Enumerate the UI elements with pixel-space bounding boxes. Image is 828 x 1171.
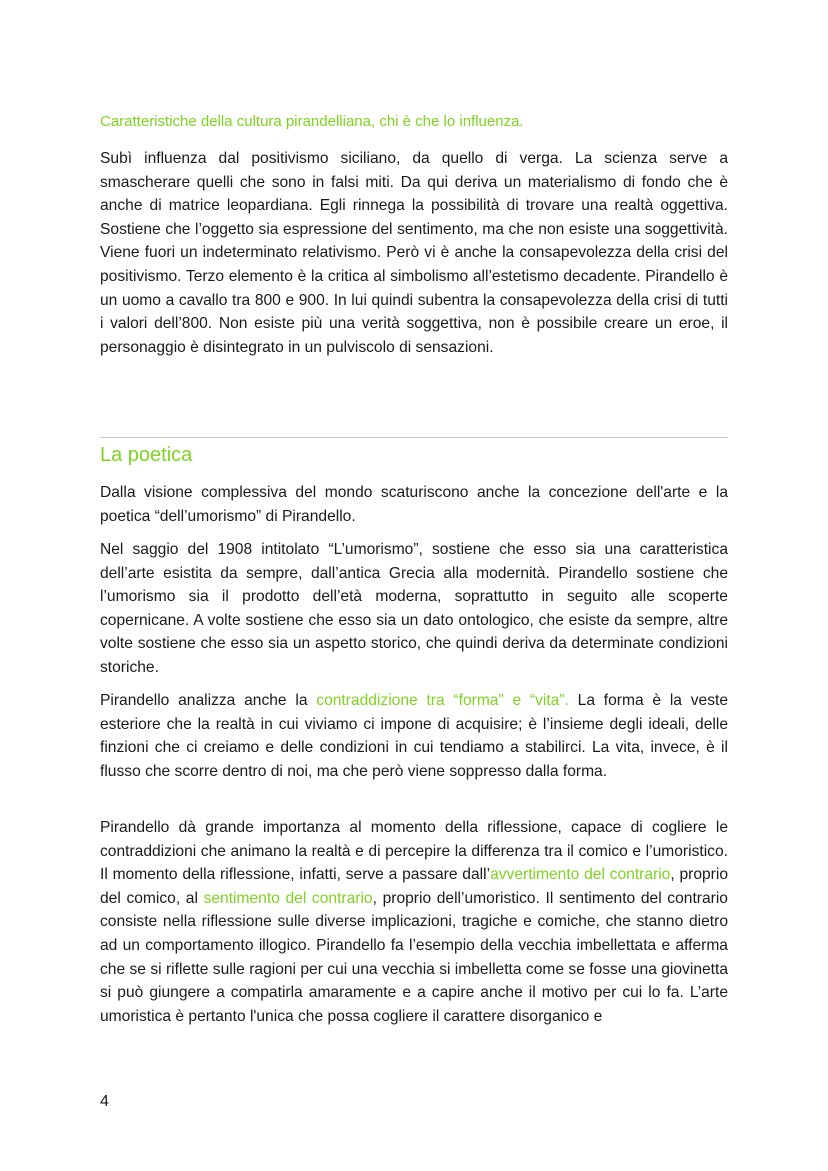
paragraph-form-life-before: Pirandello analizza anche la: [100, 692, 317, 709]
paragraph-reflection-part1: Pirandello dà grande importanza al momento della riflessione, capace di cogliere le contraddizioni che animano la realtà e di percepire la differenza tra il comico e l’umoristico. Il momento della riflessione, infatti, serve a passare dall’: [100, 819, 728, 884]
paragraph-reflection-part2: , proprio del comico, al: [100, 866, 729, 907]
section-title: La poetica: [100, 444, 193, 466]
page-number: 4: [100, 1093, 109, 1110]
paragraph-form-life-after: La forma è la veste esteriore che la realtà in cui viviamo ci impone di acquisire; è l’insieme degli ideali, delle finzioni che ci creiamo e delle condizioni in cui tendiamo a stabilirci. La vita, invece, è il flusso che scorre dentro di noi, ma che però viene soppresso dalla forma.: [100, 692, 728, 780]
paragraph-vision: Dalla visione complessiva del mondo scaturiscono anche la concezione dell'arte e la poetica “dell’umorismo” di Pirandello.: [100, 484, 728, 525]
highlight-sentimento: sentimento del contrario: [203, 889, 373, 907]
paragraph-reflection: [100, 816, 728, 1028]
top-heading: Caratteristiche della cultura pirandelliana, chi è che lo influenza.: [100, 113, 524, 130]
intro-paragraph: Subì influenza dal positivismo siciliano, da quello di verga. La scienza serve a smascherare quelli che sono in falsi miti. Da qui deriva un materialismo di fondo che è anche di matrice leopardiana. Egli rinnega la possibilità di trovare una realtà oggettiva. Sostiene che l’oggetto sia espressione del sentimento, ma che non esiste una soggettività. Viene fuori un indeterminato relativismo. Però vi è anche la consapevolezza della crisi del positivismo. Terzo elemento è la critica al simbolismo all’estetismo decadente. Pirandello è un uomo a cavallo tra 800 e 900. In lui quindi subentra la consapevolezza della crisi di tutti i valori dell’800. Non esiste più una verità soggettiva, non è possibile creare un eroe, il personaggio è disintegrato in un pulviscolo di sensazioni.: [100, 150, 728, 356]
paragraph-form-life: [100, 689, 728, 783]
highlight-form-life: contraddizione tra “forma” e “vita”.: [316, 692, 569, 709]
highlight-avvertimento: avvertimento del contrario: [490, 866, 671, 884]
paragraph-reflection-part3: , proprio dell’umoristico. Il sentimento del contrario consiste nella riflessione sulle diverse implicazioni, tragiche e comiche, che stanno dietro ad un comportamento illogico. Pirandello fa l’esempio della vecchia imbellettata e afferma che se si riflette sulle ragioni per cui una vecchia si imbelletta come se fosse una giovinetta si può giungere a compatirla amaramente e a capire anche il motivo per cui lo fa. L’arte umoristica è pertanto l'unica che possa cogliere il carattere disorganico e: [100, 889, 728, 1025]
paragraph-essay: Nel saggio del 1908 intitolato “L’umorismo”, sostiene che esso sia una caratteristica dell’arte esistita da sempre, dall’antica Grecia alla modernità. Pirandello sostiene che l’umorismo sia il prodotto dell’età moderna, soprattutto in seguito alle scoperte copernicane. A volte sostiene che esso sia un dato ontologico, che esiste da sempre, altre volte sostiene che esso sia un aspetto storico, che quindi deriva da determinate condizioni storiche.: [100, 541, 728, 676]
section-divider: [100, 437, 728, 438]
